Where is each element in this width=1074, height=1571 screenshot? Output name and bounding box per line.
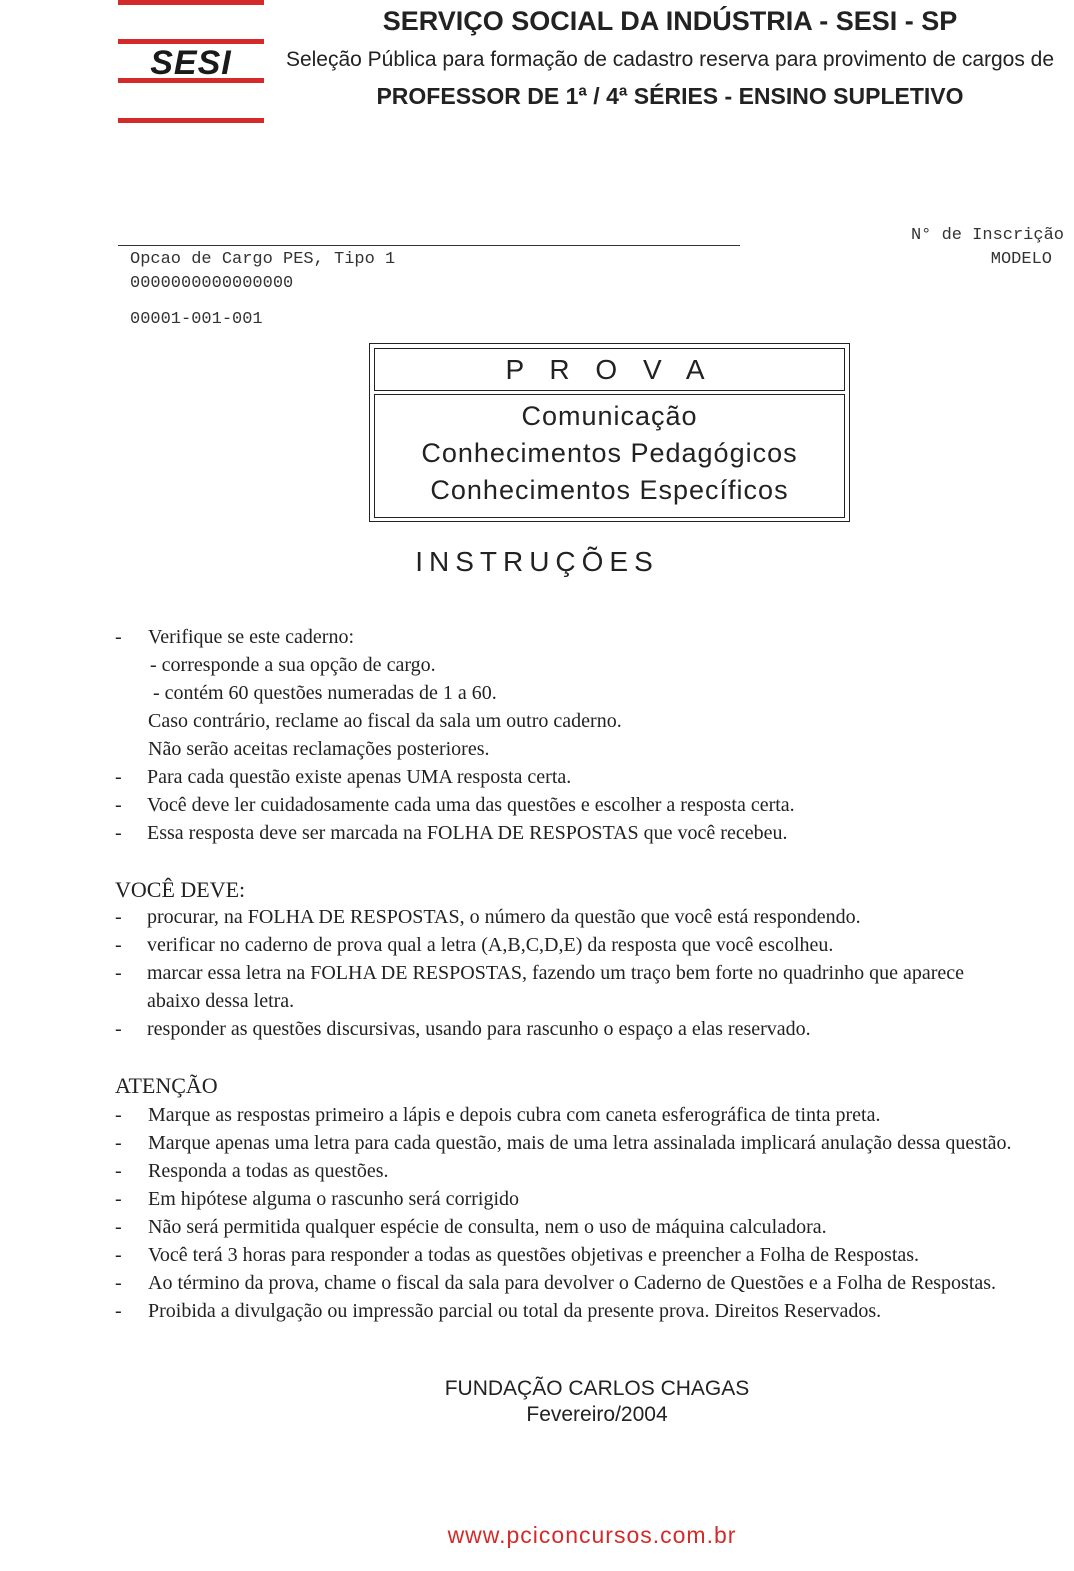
bullet-dash: - <box>115 1300 122 1322</box>
attention-line: Responda a todas as questões. <box>148 1160 389 1182</box>
candidate-code: 0000000000000000 <box>130 274 294 293</box>
bullet-dash: - <box>115 1104 122 1126</box>
instruction-line: marcar essa letra na FOLHA DE RESPOSTAS, fazendo um traço bem forte no quadrinho que aparece <box>147 962 965 984</box>
footer-date: Fevereiro/2004 <box>526 1403 668 1426</box>
subject: Conhecimentos Pedagógicos <box>421 438 798 468</box>
divider <box>118 245 740 246</box>
cargo-option: Opcao de Cargo PES, Tipo 1 <box>130 250 396 269</box>
bullet-dash: - <box>115 766 122 788</box>
bullet-dash: - <box>115 1188 122 1210</box>
bullet-dash: - <box>115 934 122 956</box>
attention-line: Você terá 3 horas para responder a todas as questões objetivas e preencher a Folha de Respostas. <box>148 1244 920 1266</box>
sesi-logo: SESI <box>150 44 232 82</box>
footer-url[interactable]: www.pciconcursos.com.br <box>447 1522 737 1548</box>
instruction-line: - corresponde a sua opção de cargo. <box>150 654 436 676</box>
exam-box <box>369 343 850 522</box>
logo-bar <box>118 118 264 123</box>
instruction-line: Não serão aceitas reclamações posteriores. <box>148 738 490 760</box>
attention-line: Marque apenas uma letra para cada questão, mais de uma letra assinalada implicará anulação dessa questão. <box>148 1132 1012 1154</box>
instruction-line: verificar no caderno de prova qual a letra (A,B,C,D,E) da resposta que você escolheu. <box>147 934 834 956</box>
inscription-value: MODELO <box>990 250 1052 269</box>
atencao-title: ATENÇÃO <box>115 1073 218 1098</box>
attention-line: Em hipótese alguma o rascunho será corrigido <box>148 1188 519 1210</box>
selection-subtitle: Seleção Pública para formação de cadastro reserva para provimento de cargos de <box>285 48 1055 71</box>
position-title: PROFESSOR DE 1ª / 4ª SÉRIES - ENSINO SUPLETIVO <box>376 83 964 109</box>
attention-line: Ao término da prova, chame o fiscal da sala para devolver o Caderno de Questões e a Folha de Respostas. <box>148 1272 997 1294</box>
bullet-dash: - <box>115 794 122 816</box>
bullet-dash: - <box>115 1244 122 1266</box>
attention-line: Não será permitida qualquer espécie de consulta, nem o uso de máquina calculadora. <box>148 1216 827 1238</box>
bullet-dash: - <box>115 962 122 984</box>
subject: Conhecimentos Específicos <box>430 475 789 505</box>
bullet-dash: - <box>115 1160 122 1182</box>
instruction-line: Essa resposta deve ser marcada na FOLHA DE RESPOSTAS que você recebeu. <box>147 822 788 844</box>
instruction-line: procurar, na FOLHA DE RESPOSTAS, o número da questão que você está respondendo. <box>147 906 861 928</box>
instruction-line: - contém 60 questões numeradas de 1 a 60. <box>153 682 497 704</box>
bullet-dash: - <box>115 1018 122 1040</box>
logo-bar <box>118 0 264 5</box>
bullet-dash: - <box>115 822 122 844</box>
bullet-dash: - <box>115 1216 122 1238</box>
subject: Comunicação <box>521 401 698 431</box>
attention-line: Proibida a divulgação ou impressão parcial ou total da presente prova. Direitos Reservados. <box>148 1300 882 1322</box>
org-title: SERVIÇO SOCIAL DA INDÚSTRIA - SESI - SP <box>382 6 958 36</box>
bullet-dash: - <box>115 1132 122 1154</box>
bullet-dash: - <box>115 906 122 928</box>
instruction-line: abaixo dessa letra. <box>147 990 295 1012</box>
inscription-label: N° de Inscrição <box>910 226 1064 245</box>
booklet-code: 00001-001-001 <box>130 310 263 329</box>
instructions-title: INSTRUÇÕES <box>415 546 659 577</box>
exam-subjects <box>374 394 845 518</box>
bullet-dash: - <box>115 626 122 648</box>
instruction-line: Você deve ler cuidadosamente cada uma das questões e escolher a resposta certa. <box>147 794 795 816</box>
exam-title: P R O V A <box>374 348 845 391</box>
bullet-dash: - <box>115 1272 122 1294</box>
instruction-line: responder as questões discursivas, usando para rascunho o espaço a elas reservado. <box>147 1018 811 1040</box>
instruction-line: Caso contrário, reclame ao fiscal da sala um outro caderno. <box>148 710 622 732</box>
footer-org: FUNDAÇÃO CARLOS CHAGAS <box>444 1377 750 1400</box>
instruction-line: Verifique se este caderno: <box>148 626 355 648</box>
instruction-line: Para cada questão existe apenas UMA resposta certa. <box>147 766 572 788</box>
voce-deve-title: VOCÊ DEVE: <box>115 877 246 902</box>
attention-line: Marque as respostas primeiro a lápis e depois cubra com caneta esferográfica de tinta preta. <box>148 1104 881 1126</box>
